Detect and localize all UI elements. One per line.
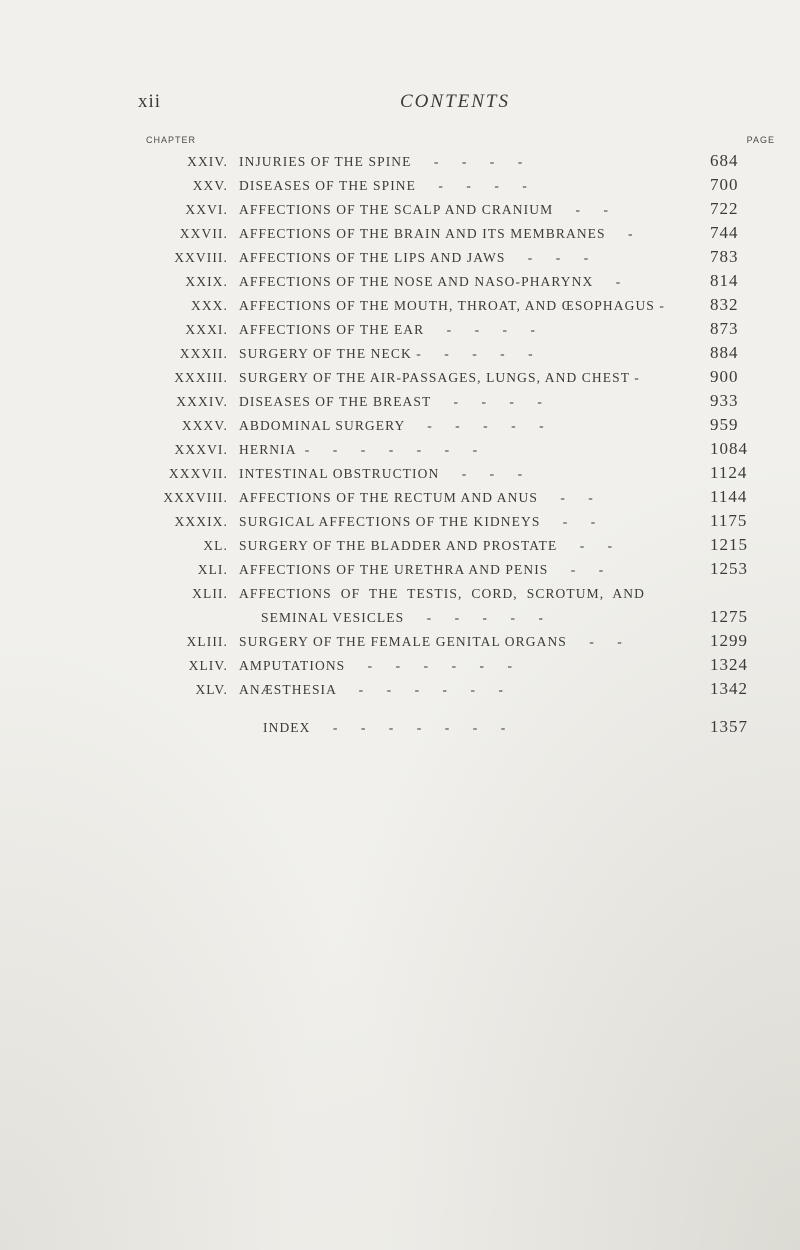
chapter-title: ANÆSTHESIA - - - - - - bbox=[239, 682, 505, 697]
page-number: 1342 bbox=[710, 679, 748, 698]
page-number: 1124 bbox=[710, 463, 748, 482]
chapter-title: SURGERY OF THE AIR-PASSAGES, LUNGS, AND CHEST - bbox=[239, 370, 640, 385]
chapter-number: XXXV. bbox=[181, 418, 228, 433]
column-headings bbox=[0, 135, 800, 149]
page-number: 1299 bbox=[710, 631, 748, 650]
chapter-title: AFFECTIONS OF THE NOSE AND NASO-PHARYNX - bbox=[239, 274, 622, 289]
page-number: 959 bbox=[710, 415, 739, 434]
contents-entry bbox=[0, 271, 800, 295]
chapter-title: SURGERY OF THE BLADDER AND PROSTATE - - bbox=[239, 538, 614, 553]
running-head bbox=[0, 91, 800, 121]
contents-entry bbox=[0, 607, 800, 631]
chapter-title: ABDOMINAL SURGERY - - - - - bbox=[239, 418, 545, 433]
contents-entry bbox=[0, 511, 800, 535]
page-number: 783 bbox=[710, 247, 739, 266]
page-number: 1084 bbox=[710, 439, 748, 458]
chapter-number: XXV. bbox=[192, 178, 228, 193]
contents-entry bbox=[0, 175, 800, 199]
running-title: CONTENTS bbox=[400, 91, 510, 112]
contents-list bbox=[0, 151, 800, 741]
chapter-number: XXVII. bbox=[179, 226, 228, 241]
contents-entry bbox=[0, 415, 800, 439]
page-folio: xii bbox=[138, 91, 162, 112]
contents-entry bbox=[0, 535, 800, 559]
contents-entry bbox=[0, 439, 800, 463]
chapter-number: XLII. bbox=[192, 586, 228, 601]
index-page-number: 1357 bbox=[710, 717, 748, 736]
chapter-number: XLI. bbox=[197, 562, 228, 577]
chapter-number: XXXVII. bbox=[168, 466, 228, 481]
page-number: 900 bbox=[710, 367, 739, 386]
contents-entry bbox=[0, 343, 800, 367]
page-number: 1215 bbox=[710, 535, 748, 554]
page-number: 744 bbox=[710, 223, 739, 242]
contents-entry bbox=[0, 247, 800, 271]
chapter-number: XXXII. bbox=[179, 346, 228, 361]
chapter-title: AFFECTIONS OF THE BRAIN AND ITS MEMBRANES - bbox=[239, 226, 634, 241]
chapter-title: AFFECTIONS OF THE URETHRA AND PENIS - - bbox=[239, 562, 605, 577]
chapter-number: XLIV. bbox=[188, 658, 228, 673]
contents-entry bbox=[0, 679, 800, 703]
page-column-heading: PAGE bbox=[746, 135, 775, 145]
page-number: 933 bbox=[710, 391, 739, 410]
page-number: 873 bbox=[710, 319, 739, 338]
page-number: 1324 bbox=[710, 655, 748, 674]
chapter-title: AFFECTIONS OF THE SCALP AND CRANIUM - - bbox=[239, 202, 610, 217]
chapter-title: AMPUTATIONS - - - - - - bbox=[239, 658, 514, 673]
chapter-number: XXXIV. bbox=[176, 394, 228, 409]
contents-entry bbox=[0, 391, 800, 415]
contents-entry bbox=[0, 151, 800, 175]
page-number: 1253 bbox=[710, 559, 748, 578]
chapter-title: AFFECTIONS OF THE EAR - - - - bbox=[239, 322, 537, 337]
page-number: 814 bbox=[710, 271, 739, 290]
index-entry bbox=[0, 717, 800, 741]
contents-entry bbox=[0, 559, 800, 583]
chapter-number: XLV. bbox=[195, 682, 228, 697]
chapter-title: AFFECTIONS OF THE MOUTH, THROAT, AND ŒSOPHAGUS - bbox=[239, 298, 665, 313]
page-number: 1175 bbox=[710, 511, 748, 530]
chapter-title: AFFECTIONS OF THE TESTIS, CORD, SCROTUM, AND bbox=[239, 586, 645, 601]
chapter-column-heading: CHAPTER bbox=[146, 135, 197, 145]
chapter-title: AFFECTIONS OF THE LIPS AND JAWS - - - bbox=[239, 250, 590, 265]
chapter-number: XL. bbox=[203, 538, 228, 553]
chapter-number: XXVI. bbox=[185, 202, 228, 217]
chapter-title: AFFECTIONS OF THE RECTUM AND ANUS - - bbox=[239, 490, 594, 505]
page-number: 684 bbox=[710, 151, 739, 170]
contents-entry bbox=[0, 199, 800, 223]
contents-entry bbox=[0, 367, 800, 391]
contents-entry bbox=[0, 223, 800, 247]
page-number: 1275 bbox=[710, 607, 748, 626]
chapter-title: DISEASES OF THE BREAST - - - - bbox=[239, 394, 543, 409]
page-number: 722 bbox=[710, 199, 739, 218]
chapter-number: XLIII. bbox=[186, 634, 228, 649]
chapter-number: XXIX. bbox=[185, 274, 228, 289]
chapter-title: SEMINAL VESICLES - - - - - bbox=[261, 610, 545, 625]
chapter-title: SURGERY OF THE FEMALE GENITAL ORGANS - - bbox=[239, 634, 623, 649]
index-title: INDEX - - - - - - - bbox=[263, 720, 507, 735]
page-number: 884 bbox=[710, 343, 739, 362]
page-number: 700 bbox=[710, 175, 739, 194]
chapter-number: XXXVI. bbox=[174, 442, 228, 457]
chapter-title: SURGICAL AFFECTIONS OF THE KIDNEYS - - bbox=[239, 514, 597, 529]
contents-entry bbox=[0, 319, 800, 343]
chapter-number: XXVIII. bbox=[174, 250, 228, 265]
page-number: 832 bbox=[710, 295, 739, 314]
chapter-number: XXXI. bbox=[185, 322, 228, 337]
chapter-title: INTESTINAL OBSTRUCTION - - - bbox=[239, 466, 524, 481]
chapter-title: DISEASES OF THE SPINE - - - - bbox=[239, 178, 528, 193]
contents-entry bbox=[0, 463, 800, 487]
chapter-number: XXX. bbox=[190, 298, 228, 313]
chapter-title: HERNIA - - - - - - - bbox=[239, 442, 479, 457]
contents-entry bbox=[0, 295, 800, 319]
page-number: 1144 bbox=[710, 487, 748, 506]
contents-entry bbox=[0, 487, 800, 511]
chapter-number: XXXIII. bbox=[174, 370, 228, 385]
contents-entry bbox=[0, 583, 800, 607]
contents-entry bbox=[0, 631, 800, 655]
chapter-title: INJURIES OF THE SPINE - - - - bbox=[239, 154, 524, 169]
chapter-number: XXXVIII. bbox=[163, 490, 228, 505]
chapter-title: SURGERY OF THE NECK - - - - - bbox=[239, 346, 534, 361]
chapter-number: XXXIX. bbox=[174, 514, 228, 529]
chapter-number: XXIV. bbox=[187, 154, 228, 169]
contents-entry bbox=[0, 655, 800, 679]
